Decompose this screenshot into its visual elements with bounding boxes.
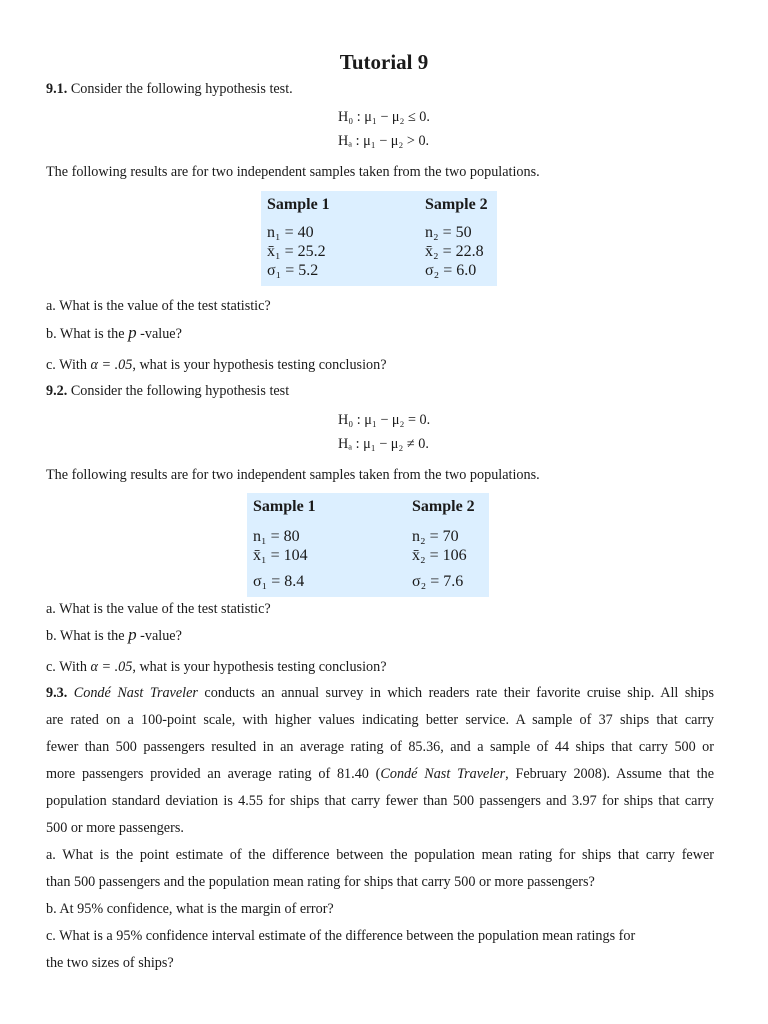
q2-part-a: a. What is the value of the test statistic? (46, 601, 271, 617)
q1-s2-n: n₂ = 50 (425, 224, 472, 241)
q2-samples-text: The following results are for two independent samples taken from the two populations. (46, 467, 540, 483)
q2-intro: Consider the following hypothesis test (70, 383, 290, 399)
q2-s1-n: n₁ = 80 (253, 528, 300, 545)
q1-h0: H₀ : μ₁ − μ₂ ≤ 0. (338, 109, 430, 125)
q2-s1-mean: x̄₁ = 104 (253, 547, 308, 564)
q3-line-1-text: conducts an annual survey in which readers rate their favorite cruise ship. All ships (197, 685, 714, 701)
q2-part-b-pre: b. What is the (46, 628, 129, 644)
q1-part-b (46, 324, 182, 343)
q3-part-a-line-2: than 500 passengers and the population mean rating for ships that carry 500 or more passengers? (46, 874, 595, 890)
q2-number: 9.2. (46, 383, 68, 399)
q2-part-b-post: -value? (136, 628, 182, 644)
q1-sample1-header: Sample 1 (267, 196, 330, 213)
q3-line-6: 500 or more passengers. (46, 820, 184, 836)
q3-number: 9.3. (46, 685, 68, 701)
q2-part-b (46, 626, 182, 645)
q3-line-1 (46, 680, 714, 707)
q3-line-4-post: , February 2008). Assume that the (505, 766, 715, 782)
q2-s2-sigma: σ₂ = 7.6 (412, 573, 464, 590)
q3-line-5: population standard deviation is 4.55 for ships that carry fewer than 500 passengers and 3.97 for ships that carry (46, 793, 714, 809)
q2-sample-table (247, 493, 489, 597)
q2-sample1-header: Sample 1 (253, 498, 316, 515)
q3-line-4 (46, 761, 714, 788)
q1-part-b-pre: b. What is the (46, 326, 129, 342)
q2-s2-mean: x̄₂ = 106 (412, 547, 467, 564)
q1-ha: Hₐ : μ₁ − μ₂ > 0. (338, 133, 430, 149)
q3-line-2: are rated on a 100-point scale, with higher values indicating better service. A sample of 37 ships that carry (46, 712, 714, 728)
q2-sample2-header: Sample 2 (412, 498, 475, 515)
q2-s1-sigma: σ₁ = 8.4 (253, 573, 305, 590)
q1-s2-mean: x̄₂ = 22.8 (425, 243, 484, 260)
q3-line-3: fewer than 500 passengers resulted in an average rating of 85.36, and a sample of 44 ships that carry 500 or (46, 739, 714, 755)
q2-part-c-pre: c. With (46, 659, 91, 675)
q2-ha: Hₐ : μ₁ − μ₂ ≠ 0. (338, 436, 429, 452)
q2-s2-n: n₂ = 70 (412, 528, 459, 545)
q1-intro: Consider the following hypothesis test. (70, 81, 293, 97)
q2-h0: H₀ : μ₁ − μ₂ = 0. (338, 412, 431, 428)
q2-part-c-post: , what is your hypothesis testing conclusion? (132, 659, 387, 675)
q1-s1-mean: x̄₁ = 25.2 (267, 243, 326, 260)
q2-part-b-p: p (128, 625, 137, 644)
q1-s1-n: n₁ = 40 (267, 224, 314, 241)
q3-part-b: b. At 95% confidence, what is the margin of error? (46, 901, 334, 917)
q3-line-4-pre: more passengers provided an average rating of 81.40 ( (46, 766, 381, 782)
q1-sample-table (261, 191, 497, 286)
q3-source-1: Condé Nast Traveler (73, 685, 198, 701)
q3-source-2: Condé Nast Traveler (380, 766, 506, 782)
q1-s1-sigma: σ₁ = 5.2 (267, 262, 319, 279)
q3-part-a-line-1: a. What is the point estimate of the difference between the population mean rating for ships that carry fewer (46, 847, 714, 863)
q1-sample2-header: Sample 2 (425, 196, 488, 213)
q2-part-c-alpha: α = .05 (90, 659, 133, 675)
q2-intro-line (46, 382, 289, 400)
q1-part-b-post: -value? (136, 326, 182, 342)
q1-intro-line (46, 80, 293, 98)
q1-s2-sigma: σ₂ = 6.0 (425, 262, 477, 279)
q1-part-c (46, 356, 387, 374)
q1-part-b-p: p (128, 323, 137, 342)
page-title: Tutorial 9 (339, 50, 429, 74)
q1-part-c-pre: c. With (46, 357, 91, 373)
q1-part-c-alpha: α = .05 (90, 357, 133, 373)
q3-part-c-line-2: the two sizes of ships? (46, 955, 174, 971)
q1-samples-text: The following results are for two independent samples taken from the two populations. (46, 164, 540, 180)
q3-paragraph (46, 680, 714, 977)
q1-number: 9.1. (46, 81, 68, 97)
q1-part-a: a. What is the value of the test statistic? (46, 298, 271, 314)
q3-part-c-line-1: c. What is a 95% confidence interval estimate of the difference between the population mean ratings for (46, 928, 636, 944)
q1-part-c-post: , what is your hypothesis testing conclusion? (132, 357, 387, 373)
q2-part-c (46, 658, 387, 676)
